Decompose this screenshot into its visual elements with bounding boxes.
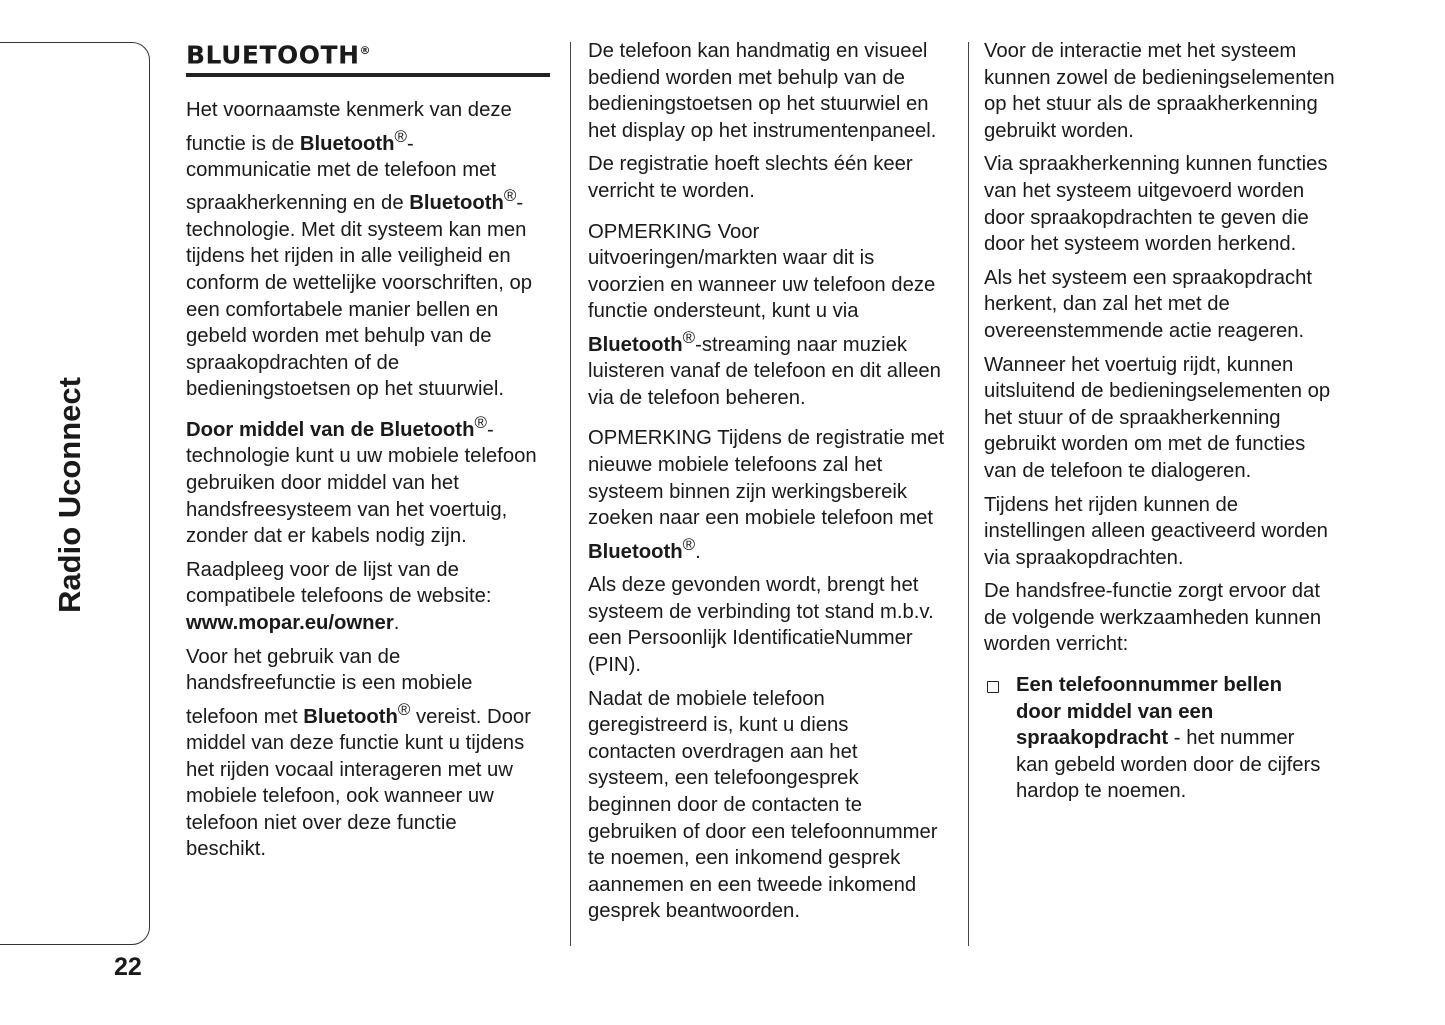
page-number: 22	[114, 953, 142, 981]
registered-mark: ®	[397, 699, 411, 719]
text: Nadat de mobiele telefoon geregistreerd is, kunt u diens contacten overdragen aan het systeem, een telefoongesprek beginnen door de contacten te gebruiken of door een telefoonnummer te noemen, een inkomend gesprek aannemen en een tweede inkomend gesprek beantwoorden.	[588, 687, 938, 923]
paragraph	[588, 572, 963, 678]
paragraph	[588, 219, 963, 412]
text: - technologie. Met dit systeem kan men tijdens het rijden in alle veiligheid en conform de wettelijke voorschriften, op een comfortabele manier bellen en gebeld worden met behulp van de spraakopdrachten of de bedieningstoetsen op het stuurwiel.	[186, 192, 533, 401]
text: De handsfree-functie zorgt ervoor dat de volgende werkzaamheden kunnen worden verricht:	[984, 580, 1322, 656]
paragraph	[984, 578, 1359, 658]
text: Tijdens het rijden kunnen de instellingen alleen geactiveerd worden via spraakopdrachten.	[984, 493, 1328, 569]
paragraph	[984, 151, 1359, 257]
registered-mark: ®	[503, 186, 517, 206]
column-3	[984, 38, 1359, 812]
bold-text: Door middel van de Bluetooth	[186, 418, 475, 441]
text: De telefoon kan handmatig en visueel bediend worden met behulp van de bedieningstoetsen op het stuurwiel en het display op het instrumentenpaneel.	[588, 40, 937, 142]
bullet-text	[1016, 672, 1320, 805]
bold-text: www.mopar.eu/owner	[186, 611, 394, 634]
paragraph	[186, 557, 561, 637]
paragraph	[588, 38, 963, 144]
text: Als het systeem een spraakopdracht herkent, dan zal het met de overeenstemmende actie reageren.	[984, 266, 1313, 342]
registered-mark: ®	[359, 44, 372, 57]
bold-text: Bluetooth	[303, 705, 398, 728]
paragraph	[186, 97, 561, 403]
text: Raadpleeg voor de lijst van de compatibele telefoons de website:	[186, 558, 492, 608]
text: De registratie hoeft slechts één keer verricht te worden.	[588, 153, 913, 202]
paragraph	[588, 425, 963, 565]
text: OPMERKING Voor uitvoeringen/markten waar dit is voorzien en wanneer uw telefoon deze functie ondersteunt, kunt u via	[588, 220, 936, 323]
text: Voor de interactie met het systeem kunnen zowel de bedieningselementen op het stuur als de spraakherkenning gebruikt worden.	[984, 40, 1335, 142]
text: - communicatie met de telefoon met spraakherkenning en de	[186, 132, 497, 215]
text: - technologie kunt u uw mobiele telefoon gebruiken door middel van het handsfreesysteem van het voertuig, zonder dat er kabels nodig zijn.	[186, 418, 537, 548]
text: .	[393, 611, 400, 634]
registered-mark: ®	[394, 126, 407, 146]
column-divider	[570, 42, 571, 946]
paragraph	[984, 352, 1359, 485]
text: Het voornaamste kenmerk van deze functie is de	[186, 98, 512, 155]
paragraph	[588, 151, 963, 204]
text: -streaming naar muziek luisteren vanaf de telefoon en dit alleen via de telefoon beheren.	[588, 333, 941, 409]
section-label: Radio Uconnect	[52, 377, 87, 613]
column-1	[186, 0, 561, 870]
text: Wanneer het voertuig rijdt, kunnen uitsluitend de bedieningselementen op het stuur of de spraakherkenning gebruikt worden om met de functies van de telefoon te dialogeren.	[984, 353, 1331, 482]
bold-text: Bluetooth	[409, 192, 504, 215]
text: Voor het gebruik van de handsfreefunctie is een mobiele telefoon met	[186, 645, 473, 728]
bold-text: Bluetooth	[588, 540, 683, 563]
registered-mark: ®	[682, 327, 696, 347]
text: Via spraakherkenning kunnen functies van het systeem uitgevoerd worden door spraakopdrachten te geven die door het systeem worden herkend.	[984, 153, 1328, 256]
text: Als deze gevonden wordt, brengt het systeem de verbinding tot stand m.b.v. een Persoonlijk IdentificatieNummer (PIN).	[588, 574, 934, 676]
bold-text: Bluetooth	[588, 333, 683, 356]
paragraph	[588, 686, 963, 925]
text: - het nummer kan gebeld worden door de cijfers hardop te noemen.	[1016, 727, 1321, 803]
paragraph	[984, 38, 1359, 144]
bold-text: Bluetooth	[299, 132, 395, 155]
text: vereist. Door middel van deze functie kunt u tijdens het rijden vocaal interageren met uw mobiele telefoon, ook wanneer uw telefoon niet over deze functie beschikt.	[186, 705, 531, 861]
text: OPMERKING Tijdens de registratie met nieuwe mobiele telefoons zal het systeem binnen zijn werkingsbereik zoeken naar een mobiele telefoon met	[588, 427, 945, 530]
column-divider	[968, 42, 969, 946]
paragraph	[984, 492, 1359, 572]
section-title	[186, 38, 550, 77]
paragraph	[186, 644, 561, 864]
bold-text: Een telefoonnummer bellen door middel van een spraakopdracht	[1016, 674, 1282, 750]
checkbox-bullet-icon	[987, 681, 999, 693]
column-2	[588, 38, 963, 932]
registered-mark: ®	[474, 412, 487, 432]
title-text: BLUETOOTH	[186, 40, 360, 70]
paragraph	[984, 265, 1359, 345]
registered-mark: ®	[682, 534, 696, 554]
paragraph	[186, 410, 561, 550]
text: .	[695, 540, 701, 563]
bullet-item	[984, 672, 1359, 805]
